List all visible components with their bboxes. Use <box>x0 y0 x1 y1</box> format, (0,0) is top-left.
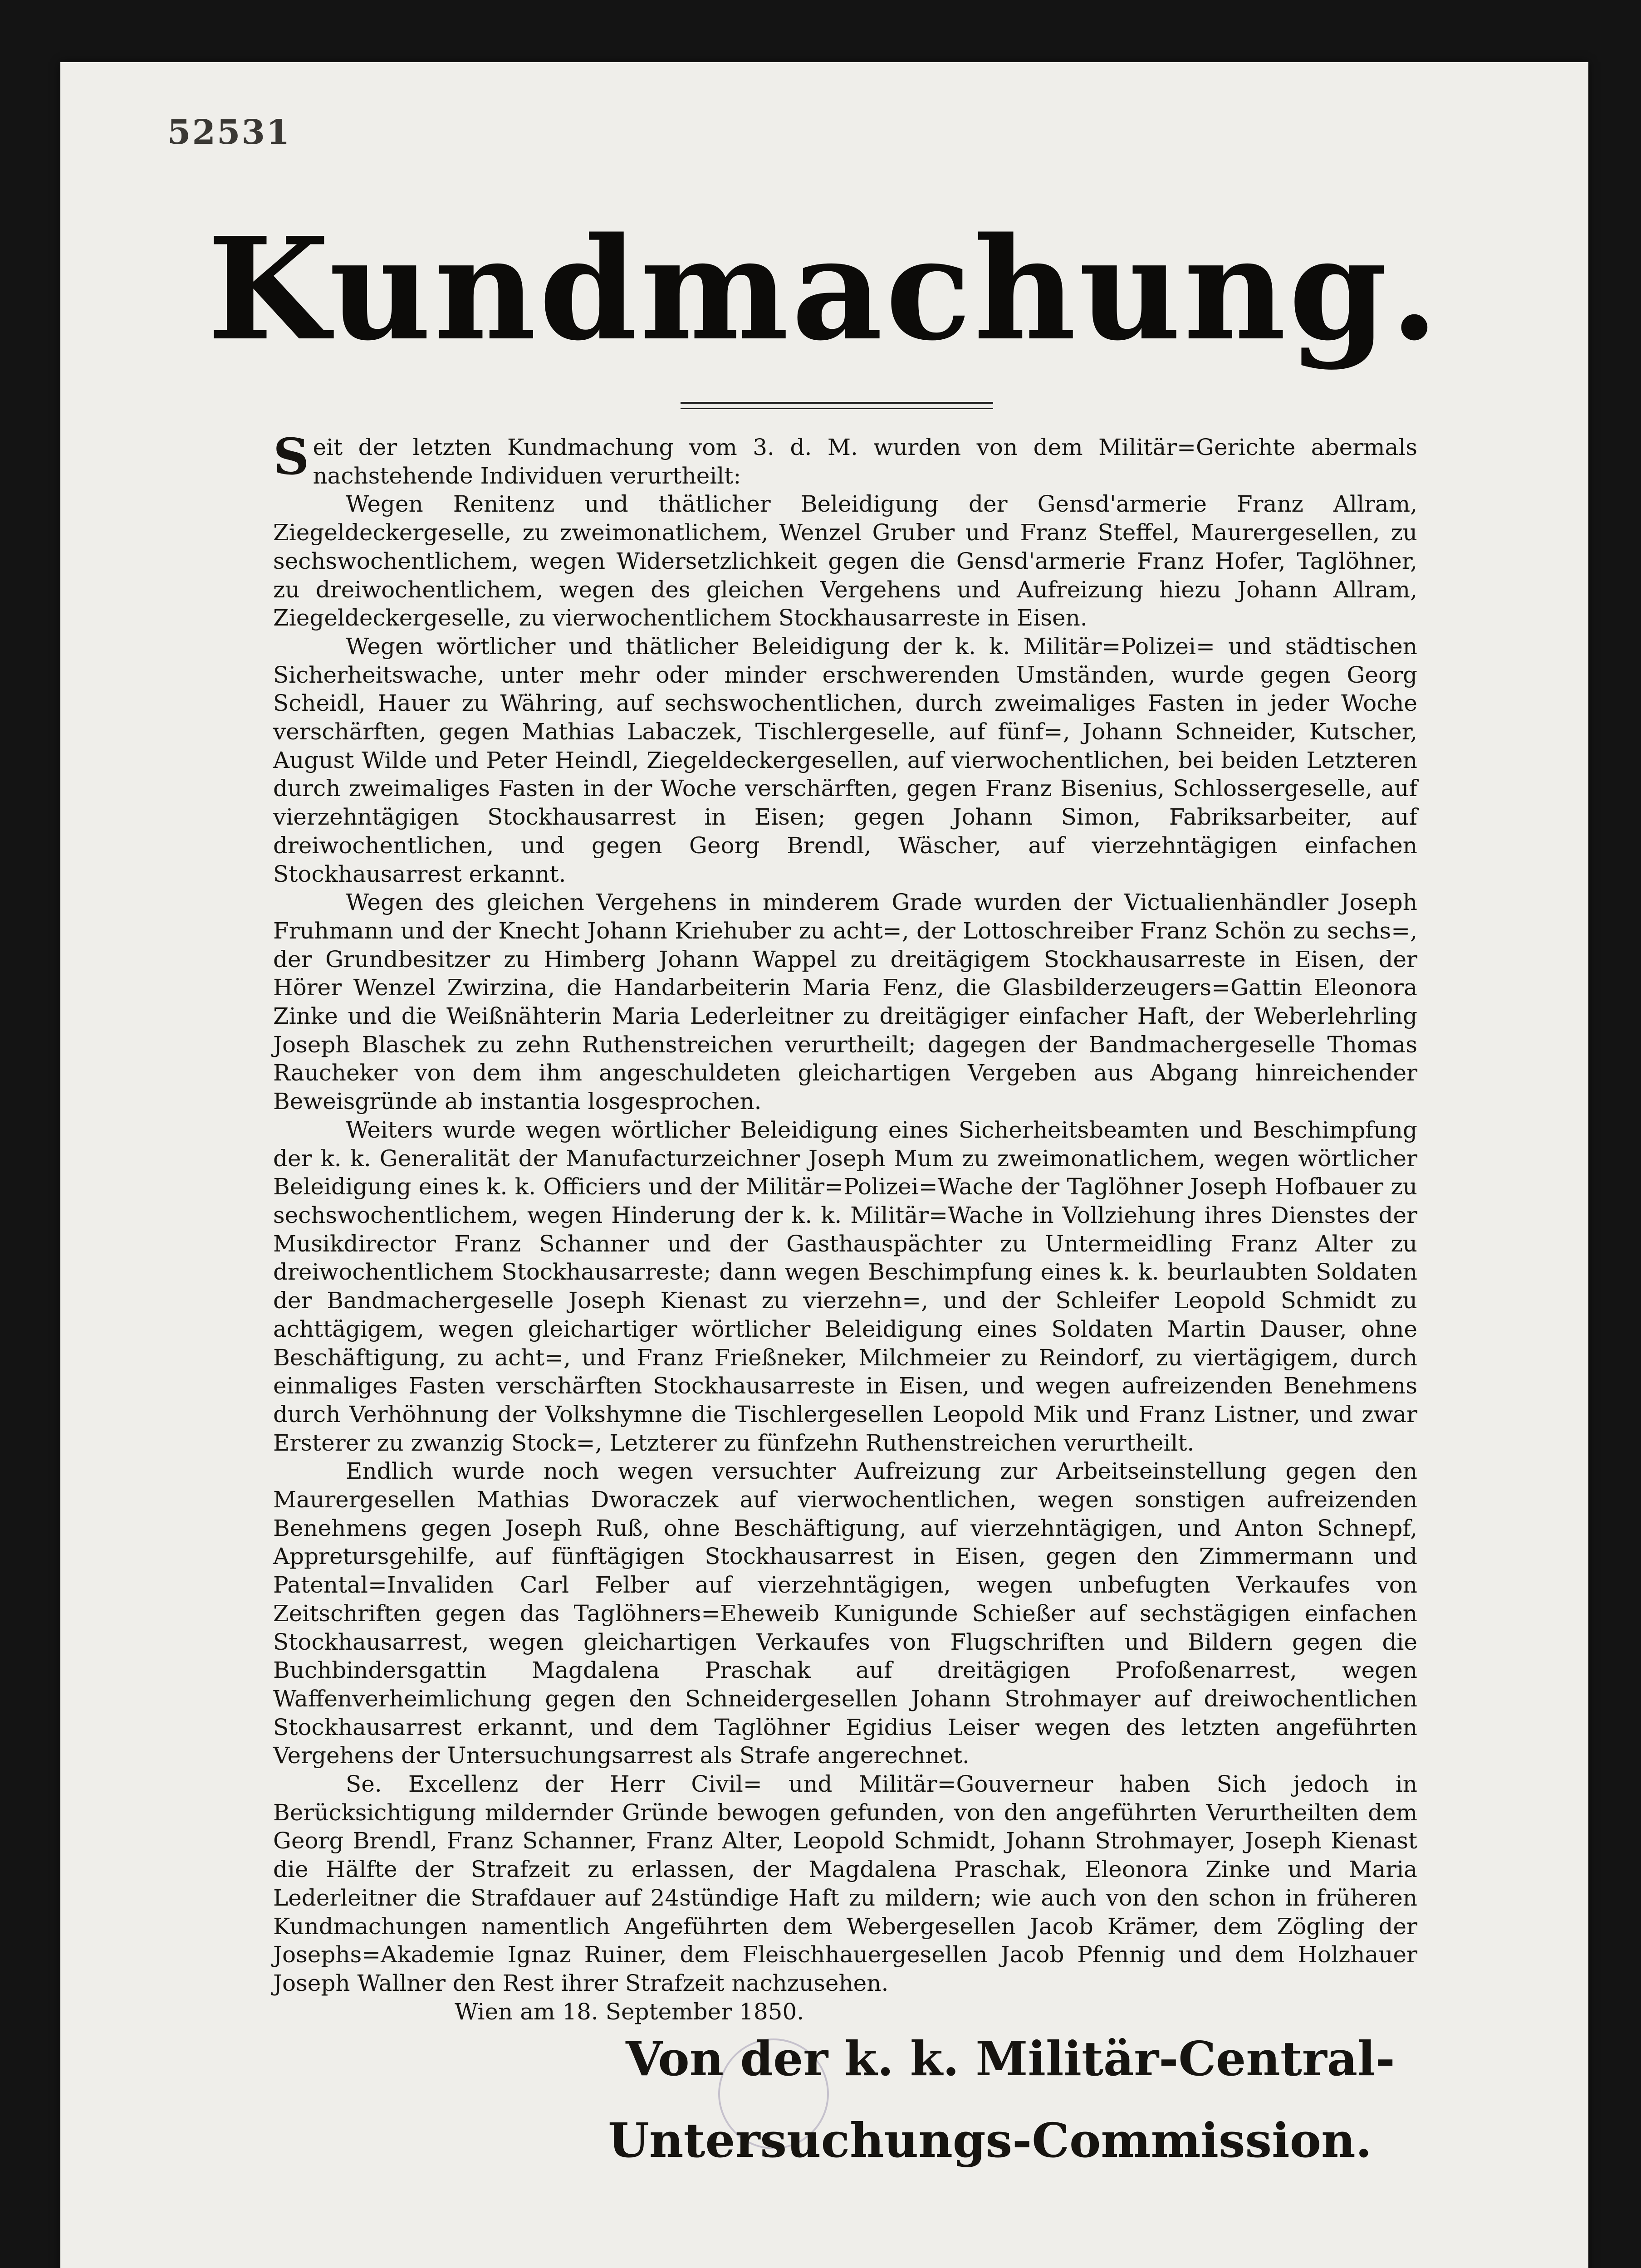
paragraph: Se. Excellenz der Herr Civil= und Militär=Gouverneur haben Sich jedoch in Berücksichtigung mildernder Gründe bewogen gefunden, von den angeführten Verurtheilten dem Georg Brendl, Franz Schanner, Franz Alter, Leopold Schmidt, Johann Strohmayer, Joseph Kienast die Hälfte der Strafzeit zu erlassen, der Magdalena Praschak, Eleonora Zinke und Maria Lederleitner die Strafdauer auf 24stündige Haft zu mildern; wie auch von den schon in früheren Kundmachungen namentlich Angeführten dem Webergesellen Jacob Krämer, dem Zögling der Josephs=Akademie Ignaz Ruiner, dem Fleischhauergesellen Jacob Pfennig und dem Holzhauer Joseph Wallner den Rest ihrer Strafzeit nachzusehen. <box>273 1771 1417 1996</box>
paragraph: Wegen Renitenz und thätlicher Beleidigung der Gensd'armerie Franz Allram, Ziegeldeckergeselle, zu zweimonatlichem, Wenzel Gruber und Franz Steffel, Maurergesellen, zu sechswochentlichem, wegen Widersetzlichkeit gegen die Gensd'armerie Franz Hofer, Taglöhner, zu dreiwochentlichem, wegen des gleichen Vergehens und Aufreizung hiezu Johann Allram, Ziegeldeckergeselle, zu vierwochentlichem Stockhausarreste in Eisen. <box>273 491 1417 631</box>
poster-sheet <box>60 62 1588 2268</box>
dropcap-letter: S <box>273 427 309 486</box>
proclamation-body <box>273 427 1417 2026</box>
paragraph: Weiters wurde wegen wörtlicher Beleidigung eines Sicherheitsbeamten und Beschimpfung der k. k. Generalität der Manufacturzeichner Joseph Mum zu zweimonatlichem, wegen wörtlicher Beleidigung eines k. k. Officiers und der Militär=Polizei=Wache der Taglöhner Joseph Hofbauer zu sechswochentlichem, wegen Hinderung der k. k. Militär=Wache in Vollziehung ihres Dienstes der Musikdirector Franz Schanner und der Gasthauspächter zu Untermeidling Franz Alter zu dreiwochentlichem Stockhausarreste; dann wegen Beschimpfung eines k. k. beurlaubten Soldaten der Bandmachergeselle Joseph Kienast zu vierzehn=, und der Schleifer Leopold Schmidt zu achttägigem, wegen gleichartiger wörtlicher Beleidigung eines Soldaten Martin Dauser, ohne Beschäftigung, zu acht=, und Franz Frießneker, Milchmeier zu Reindorf, zu viertägigem, durch einmaliges Fasten verschärften Stockhausarreste in Eisen, und wegen aufreizenden Benehmens durch Verhöhnung der Volkshymne die Tischlergesellen Leopold Mik und Franz Listner, und zwar Ersterer zu zwanzig Stock=, Letzterer zu fünfzehn Ruthenstreichen verurtheilt. <box>273 1116 1417 1456</box>
paragraph: Endlich wurde noch wegen versuchter Aufreizung zur Arbeitseinstellung gegen den Maurergesellen Mathias Dworaczek auf vierwochentlichen, wegen sonstigen aufreizenden Benehmens gegen Joseph Ruß, ohne Beschäftigung, auf vierzehntägigen, und Anton Schnepf, Appretursgehilfe, auf fünftägigen Stockhausarrest in Eisen, gegen den Zimmermann und Patental=Invaliden Carl Felber auf vierzehntägigen, wegen unbefugten Verkaufes von Zeitschriften gegen das Taglöhners=Eheweib Kunigunde Schießer auf sechstägigen einfachen Stockhausarrest, wegen gleichartigen Verkaufes von Flugschriften und Bildern gegen die Buchbindersgattin Magdalena Praschak auf dreitägigen Profoßenarrest, wegen Waffenverheimlichung gegen den Schneidergesellen Johann Strohmayer auf dreiwochentlichen Stockhausarrest erkannt, und dem Taglöhner Egidius Leiser wegen des letzten angeführten Vergehens der Untersuchungsarrest als Strafe angerechnet. <box>273 1458 1417 1769</box>
paragraph: Wegen des gleichen Vergehens in minderem Grade wurden der Victualienhändler Joseph Fruhmann und der Knecht Johann Kriehuber zu acht=, der Lottoschreiber Franz Schön zu sechs=, der Grundbesitzer zu Himberg Johann Wappel zu dreitägigem Stockhausarreste in Eisen, der Hörer Wenzel Zwirzina, die Handarbeiterin Maria Fenz, die Glasbilderzeugers=Gattin Eleonora Zinke und die Weißnähterin Maria Lederleitner zu dreitägiger einfacher Haft, der Weberlehrling Joseph Blaschek zu zehn Ruthenstreichen verurtheilt; dagegen der Bandmachergeselle Thomas Raucheker von dem ihm angeschuldeten gleichartigen Vergeben aus Abgang hinreichender Beweisgründe ab instantia losgesprochen. <box>273 889 1417 1115</box>
signature-line-2: Untersuchungs-Commission. <box>608 2112 1372 2168</box>
paragraph: Wegen wörtlicher und thätlicher Beleidigung der k. k. Militär=Polizei= und städtischen Sicherheitswache, unter mehr oder minder erschwerenden Umständen, wurde gegen Georg Scheidl, Hauer zu Währing, auf sechswochentlichen, durch zweimaliges Fasten in jeder Woche verschärften, gegen Mathias Labaczek, Tischlergeselle, auf fünf=, Johann Schneider, Kutscher, August Wilde und Peter Heindl, Ziegeldeckergesellen, auf vierwochentlichen, bei beiden Letzteren durch zweimaliges Fasten in der Woche verschärften, gegen Franz Bisenius, Schlossergeselle, auf vierzehntägigen Stockhausarrest in Eisen; gegen Johann Simon, Fabriksarbeiter, auf dreiwochentlichen, und gegen Georg Brendl, Wäscher, auf vierzehntägigen einfachen Stockhausarrest erkannt. <box>273 633 1417 887</box>
date-line: Wien am 18. September 1850. <box>455 1998 804 2025</box>
page-title: Kundmachung. <box>207 207 1442 372</box>
signature-line-1: Von der k. k. Militär-Central- <box>626 2031 1395 2087</box>
title-divider <box>681 402 993 409</box>
paragraph-text: eit der letzten Kundmachung vom 3. d. M. wurden von dem Militär=Gerichte abermals nachstehende Individuen verurtheilt: <box>313 434 1417 489</box>
inventory-number: 52531 <box>167 113 291 152</box>
paragraph-intro <box>273 427 1417 490</box>
